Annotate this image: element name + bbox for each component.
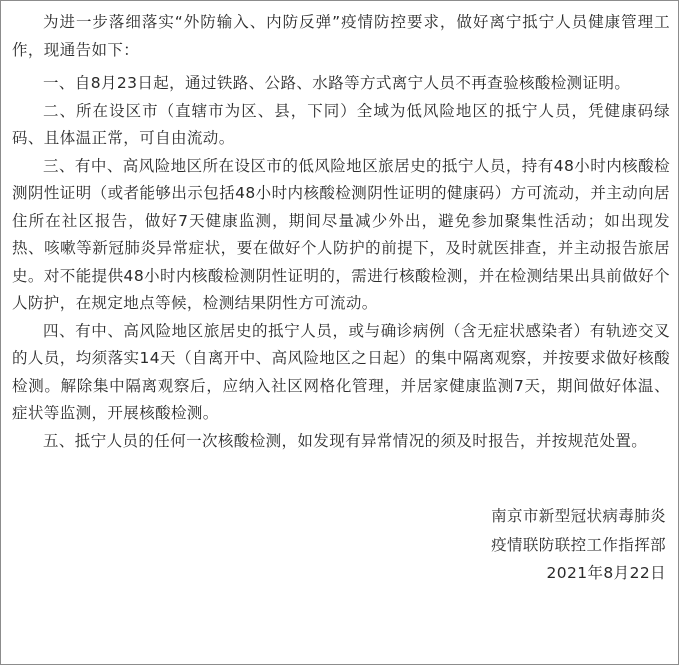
item-1-paragraph: 一、自8月23日起，通过铁路、公路、水路等方式离宁人员不再查验核酸检测证明。 [43, 74, 631, 92]
signature-date: 2021年8月22日 [546, 564, 666, 582]
signature-org-line2: 疫情联防联控工作指挥部 [491, 535, 666, 554]
signature-spacer [12, 455, 670, 502]
signature-org-line1: 南京市新型冠状病毒肺炎 [491, 507, 666, 525]
item-5-paragraph: 五、抵宁人员的任何一次核酸检测，如发现有异常情况的须及时报告，并按规范处置。 [43, 431, 648, 450]
intro-paragraph: 为进一步落细落实“外防输入、内防反弹”疫情防控要求，做好离宁抵宁人员健康管理工作，现通告如下： [12, 13, 670, 59]
item-2-paragraph: 二、所在设区市（直辖市为区、县，下同）全域为低风险地区的抵宁人员，凭健康码绿码、且体温正常，可自由流动。 [12, 101, 670, 147]
item-4-paragraph: 四、有中、高风险地区旅居史的抵宁人员，或与确诊病例（含无症状感染者）有轨迹交叉的人员，均须落实14天（自离开中、高风险地区之日起）的集中隔离观察，并按要求做好核酸检测。解除集中隔离观察后，应纳入社区网格化管理，并居家健康监测7天，期间做好体温、症状等监测，开展核酸检测。 [12, 321, 670, 422]
item-3-paragraph: 三、有中、高风险地区所在设区市的低风险地区旅居史的抵宁人员，持有48小时内核酸检测阴性证明（或者能够出示包括48小时内核酸检测阴性证明的健康码）方可流动，并主动向居住所在社区报告，做好7天健康监测，期间尽量减少外出，避免参加聚集性活动；如出现发热、咳嗽等新冠肺炎异常症状，要在做好个人防护的前提下，及时就医排查，并主动报告旅居史。对不能提供48小时内核酸检测阴性证明的，需进行核酸检测，并在检测结果出具前做好个人防护，在规定地点等候，检测结果阴性方可流动。 [12, 156, 670, 312]
signature-block [12, 502, 670, 588]
